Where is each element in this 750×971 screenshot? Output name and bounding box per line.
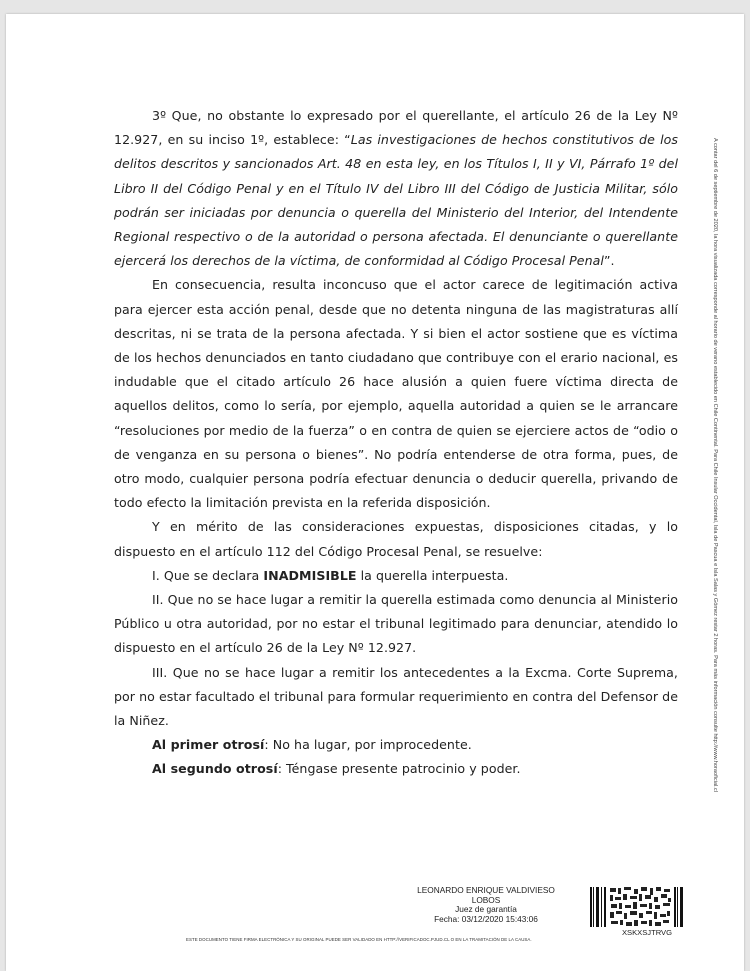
verification-code: XSKXSJTRVG [621,928,673,937]
validation-footer: ESTE DOCUMENTO TIENE FIRMA ELECTRÓNICA Y SU ORIGINAL PUEDE SER VALIDADO EN HTTP://VERIFICADOC.PJUD.CL O EN LA TRAMITACIÓN DE LA CAUSA. [186,937,532,942]
second-otrosi [114,757,678,781]
resolution-item-3: III. Que no se hace lugar a remitir los antecedentes a la Excma. Corte Suprema, por no estar facultado el tribunal para formular requerimiento en contra del Defensor de la Niñez. [114,664,678,729]
text: 3º Que, no obstante lo expresado por el querellante, el artículo 26 de la Ley Nº 12.927, en su inciso 1º, establece: “ [114,108,678,148]
resolution-item-1 [114,564,678,588]
second-otrosi-label: Al segundo otrosí [152,761,278,777]
text: : Téngase presente patrocinio y poder. [277,761,521,777]
text: : No ha lugar, por improcedente. [264,737,472,753]
margin-note-text: A contar del 6 de septiembre de 2020, la hora visualizada corresponde al horario de verano establecido en Chile Continental. Para Chile Insular Occidental, Isla de Pascua e Isla Salas y Gómez restar 2 horas. Para más información consulte http://www.horaoficial.cl [712,138,718,792]
paragraph-consequence: En consecuencia, resulta inconcuso que el actor carece de legitimación activa para ejercer esta acción penal, desde que no detenta ninguna de las magistraturas allí descritas, ni se trata de la persona afectada. Y si bien el actor sostiene que es víctima de los hechos denunciados en tanto ciudadano que contribuye con el erario nacional, es indudable que el citado artículo 26 hace alusión a quien fuere víctima directa de aquellos delitos, como lo sería, por ejemplo, aquella autoridad a quien se le arrancare “resoluciones por medio de la fuerza” o en contra de quien se ejerciere actos de “odio o de venganza en su persona o bienes”. No podría entenderse de otra forma, pues, de otro modo, cualquier persona podría efectuar denuncia o deducir querella, privando de todo efecto la limitación prevista en la referida disposición. [114,277,678,511]
inadmissible-label: INADMISIBLE [263,567,357,583]
first-otrosi-label: Al primer otrosí [152,737,265,753]
judge-name-line2: LOBOS [471,894,501,905]
verification-barcode [588,885,686,931]
law-quote: Las investigaciones de hechos constitutivos de los delitos descritos y sancionados Art. 48 en esta ley, en los Títulos I, II y VI, Párrafo 1º del Libro II del Código Penal y en el Título IV del Libro III del Código de Justicia Militar, sólo podrán ser iniciadas por denuncia o querella del Ministerio del Interior, del Intendente Regional respectivo o de la autoridad o persona afectada. El denunciante o querellante ejercerá los derechos de la víctima, de conformidad al Código Procesal Penal [114,132,678,269]
resolution-body [114,104,678,782]
electronic-signature [404,886,568,924]
judge-role: Juez de garantía [455,904,517,915]
text: la querella interpuesta. [356,567,509,583]
text: I. Que se declara [152,567,264,583]
signature-date: Fecha: 03/12/2020 15:43:06 [434,913,538,924]
resolution-item-2: II. Que no se hace lugar a remitir la querella estimada como denuncia al Ministerio Público u otra autoridad, por no estar el tribunal legitimado para denunciar, atendido lo dispuesto en el artículo 26 de la Ley Nº 12.927. [114,592,678,656]
document-page [6,14,744,971]
paragraph-resolves: Y en mérito de las consideraciones expuestas, disposiciones citadas, y lo dispuesto en el artículo 112 del Código Procesal Penal, se resuelve: [114,519,678,559]
daylight-time-note [711,138,725,838]
text: ”. [603,253,615,269]
judge-name-line1: LEONARDO ENRIQUE VALDIVIESO [417,885,555,895]
first-otrosi [114,733,678,757]
paragraph-third-consideration [114,104,678,273]
